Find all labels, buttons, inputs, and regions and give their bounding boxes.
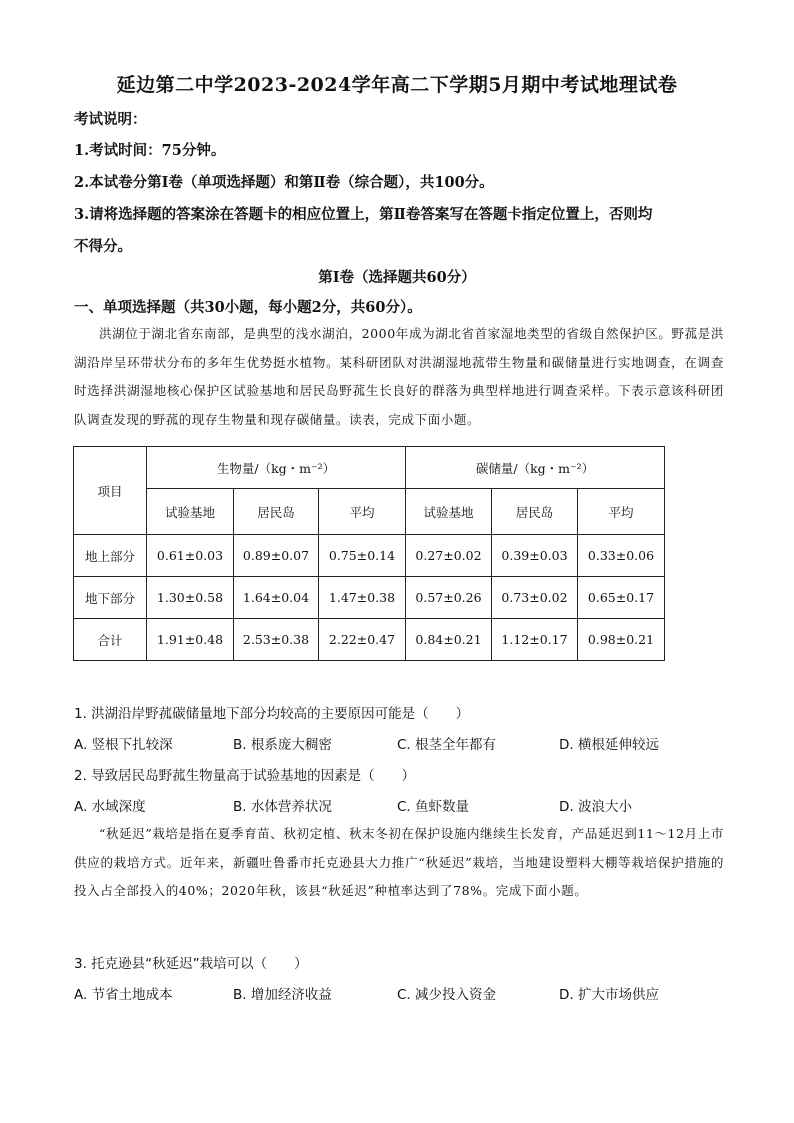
option-b[interactable]: B. 根系庞大稠密 bbox=[233, 737, 332, 753]
option-a[interactable]: A. 节省土地成本 bbox=[74, 987, 173, 1003]
table-row-label: 地下部分 bbox=[74, 577, 147, 619]
table-cell: 0.57±0.26 bbox=[406, 577, 492, 619]
table-cell: 2.22±0.47 bbox=[319, 619, 406, 661]
section-title: 第Ⅰ卷（选择题共60分） bbox=[318, 269, 476, 286]
question-1-stem: 1. 洪湖沿岸野菰碳储量地下部分均较高的主要原因可能是（ ） bbox=[74, 706, 470, 722]
table-cell: 0.89±0.07 bbox=[234, 535, 319, 577]
table-cell: 1.91±0.48 bbox=[147, 619, 234, 661]
table-sub-header: 平均 bbox=[578, 489, 665, 535]
table-cell: 0.65±0.17 bbox=[578, 577, 665, 619]
table-row-label: 地上部分 bbox=[74, 535, 147, 577]
question-3-options bbox=[74, 983, 754, 1003]
table-cell: 1.64±0.04 bbox=[234, 577, 319, 619]
table-cell: 0.33±0.06 bbox=[578, 535, 665, 577]
table-cell: 0.73±0.02 bbox=[492, 577, 578, 619]
question-2-stem: 2. 导致居民岛野菰生物量高于试验基地的因素是（ ） bbox=[74, 768, 416, 784]
table-sub-header: 居民岛 bbox=[492, 489, 578, 535]
table-row bbox=[74, 619, 665, 661]
table-cell: 0.84±0.21 bbox=[406, 619, 492, 661]
table-cell: 1.47±0.38 bbox=[319, 577, 406, 619]
instruction-3: 3.请将选择题的答案涂在答题卡的相应位置上，第Ⅱ卷答案写在答题卡指定位置上，否则均 bbox=[74, 206, 653, 223]
option-c[interactable]: C. 根茎全年都有 bbox=[397, 737, 497, 753]
table-item-header: 项目 bbox=[74, 447, 147, 535]
question-2-options bbox=[74, 795, 754, 815]
table-cell: 0.61±0.03 bbox=[147, 535, 234, 577]
passage-1: 洪湖位于湖北省东南部，是典型的浅水湖泊，2000年成为湖北省首家湿地类型的省级自然保护区。野菰是洪湖沿岸呈环带状分布的多年生优势挺水植物。某科研团队对洪湖湿地菰带生物量和碳储量进行实地调查，在调查时选择洪湖湿地核心保护区试验基地和居民岛野菰生长良好的群落为典型样地进行调查采样。下表示意该科研团队调查发现的野菰的现存生物量和现存碳储量。读表，完成下面小题。 bbox=[74, 326, 724, 427]
table-group-header-carbon: 碳储量/（kg・m⁻²） bbox=[406, 447, 665, 489]
table-sub-header: 平均 bbox=[319, 489, 406, 535]
table-cell: 2.53±0.38 bbox=[234, 619, 319, 661]
instructions-heading: 考试说明： bbox=[74, 111, 147, 128]
table-cell: 1.12±0.17 bbox=[492, 619, 578, 661]
table-sub-header: 试验基地 bbox=[406, 489, 492, 535]
instruction-1: 1.考试时间：75分钟。 bbox=[74, 142, 226, 159]
table-cell: 0.98±0.21 bbox=[578, 619, 665, 661]
option-d[interactable]: D. 横根延伸较远 bbox=[559, 737, 659, 753]
option-d[interactable]: D. 扩大市场供应 bbox=[559, 987, 659, 1003]
instruction-2: 2.本试卷分第Ⅰ卷（单项选择题）和第Ⅱ卷（综合题），共100分。 bbox=[74, 174, 494, 191]
exam-title: 延边第二中学2023-2024学年高二下学期5月期中考试地理试卷 bbox=[116, 74, 678, 96]
option-a[interactable]: A. 水域深度 bbox=[74, 799, 146, 815]
question-3-stem: 3. 托克逊县“秋延迟”栽培可以（ ） bbox=[74, 956, 308, 972]
passage-2: “秋延迟”栽培是指在夏季育苗、秋初定植、秋末冬初在保护设施内继续生长发育，产品延迟到11～12月上市供应的栽培方式。近年来，新疆吐鲁番市托克逊县大力推广“秋延迟”栽培，当地建设塑料大棚等栽培保护措施的投入占全部投入的40%；2020年秋，该县“秋延迟”种植率达到了78%。完成下面小题。 bbox=[74, 826, 724, 899]
data-table bbox=[73, 446, 665, 661]
option-a[interactable]: A. 竖根下扎较深 bbox=[74, 737, 173, 753]
option-c[interactable]: C. 减少投入资金 bbox=[397, 987, 497, 1003]
table-sub-header: 试验基地 bbox=[147, 489, 234, 535]
instruction-3-cont: 不得分。 bbox=[74, 238, 132, 255]
table-cell: 1.30±0.58 bbox=[147, 577, 234, 619]
option-c[interactable]: C. 鱼虾数量 bbox=[397, 799, 470, 815]
table-sub-header: 居民岛 bbox=[234, 489, 319, 535]
question-1-options bbox=[74, 733, 754, 753]
option-b[interactable]: B. 水体营养状况 bbox=[233, 799, 332, 815]
table-row bbox=[74, 535, 665, 577]
table-row-label: 合计 bbox=[74, 619, 147, 661]
table-cell: 0.39±0.03 bbox=[492, 535, 578, 577]
part-heading: 一、单项选择题（共30小题，每小题2分，共60分）。 bbox=[74, 299, 422, 316]
option-d[interactable]: D. 波浪大小 bbox=[559, 799, 632, 815]
table-cell: 0.27±0.02 bbox=[406, 535, 492, 577]
table-group-header-biomass: 生物量/（kg・m⁻²） bbox=[147, 447, 406, 489]
option-b[interactable]: B. 增加经济收益 bbox=[233, 987, 332, 1003]
table-cell: 0.75±0.14 bbox=[319, 535, 406, 577]
table-row bbox=[74, 577, 665, 619]
